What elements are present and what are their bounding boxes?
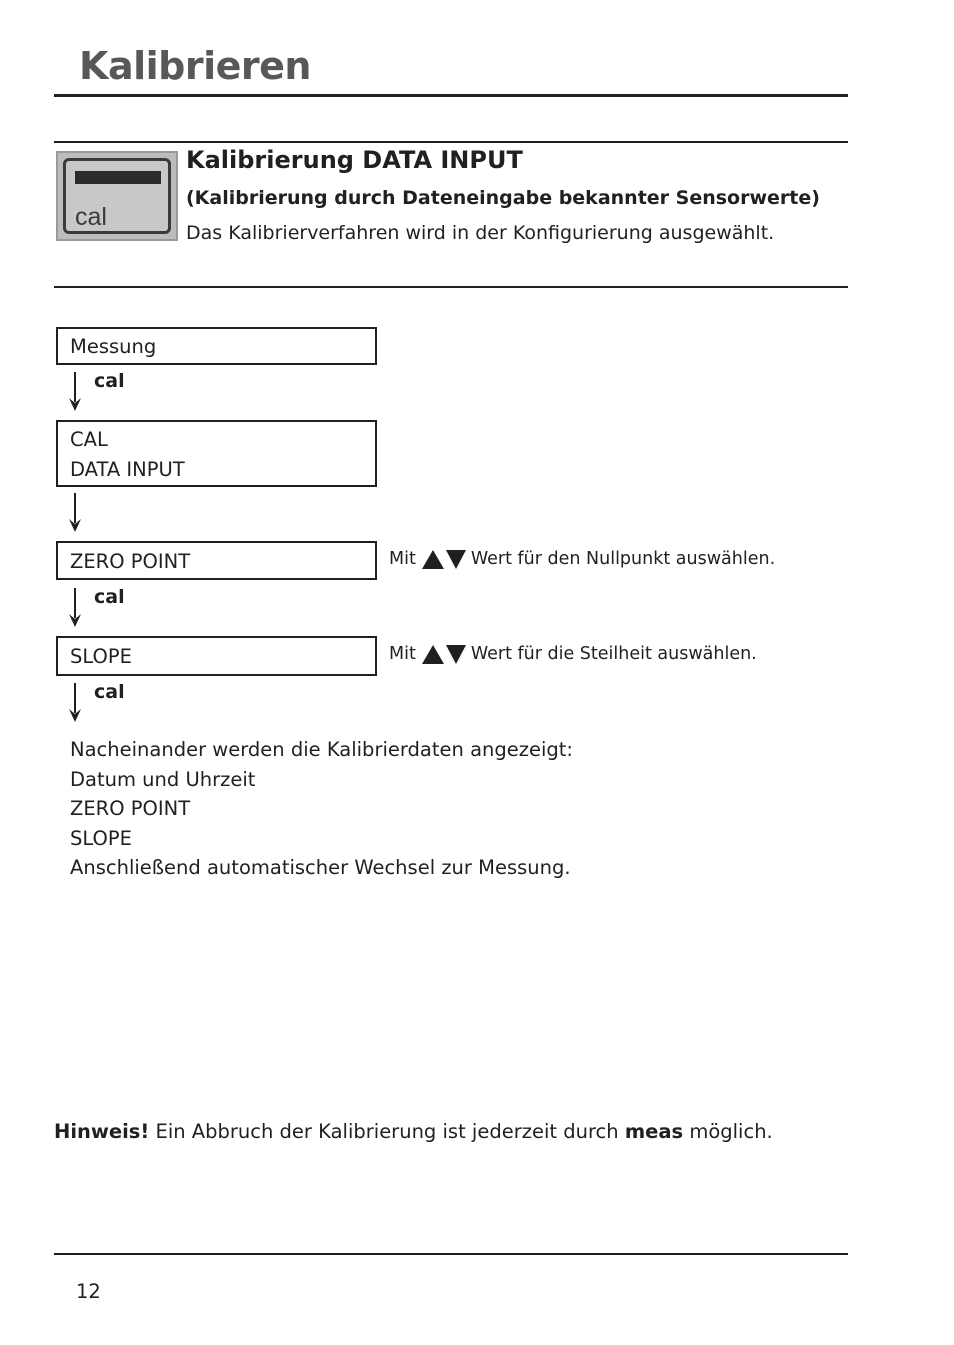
triangle-down-icon <box>446 645 466 664</box>
zero-point-box <box>56 541 377 580</box>
section-bottom-rule <box>54 286 848 288</box>
sequence-line: Nacheinander werden die Kalibrierdaten angezeigt: <box>70 738 574 761</box>
note <box>54 1120 773 1143</box>
slope-hint-prefix: Mit <box>389 644 416 664</box>
sequence-line: ZERO POINT <box>70 797 191 820</box>
zero-point-hint-prefix: Mit <box>389 549 416 569</box>
zero-point-hint-text: Wert für den Nullpunkt auswählen. <box>470 549 776 569</box>
sequence-line: Anschließend automatischer Wechsel zur Messung. <box>70 856 571 879</box>
sequence-line: Datum und Uhrzeit <box>70 767 256 791</box>
cal-box-line2: DATA INPUT <box>70 458 185 481</box>
slope-hint <box>389 644 757 664</box>
cal-key-label: cal <box>75 203 107 231</box>
cal-key-frame <box>63 158 171 234</box>
section-description: Das Kalibrierverfahren wird in der Konfigurierung ausgewählt. <box>186 222 775 244</box>
note-text-before: Ein Abbruch der Kalibrierung ist jederzeit durch <box>149 1120 625 1143</box>
arrow-down-icon <box>68 372 82 412</box>
note-keyword: meas <box>624 1120 684 1143</box>
zero-point-hint <box>389 549 775 569</box>
cal-step-label: cal <box>94 586 125 608</box>
calibration-sequence <box>70 735 573 883</box>
arrow-down-icon <box>68 588 82 628</box>
page-number: 12 <box>76 1280 101 1303</box>
cal-step-label: cal <box>94 681 125 703</box>
footer-rule <box>54 1253 848 1255</box>
title-rule <box>54 94 848 97</box>
zero-point-box-label: ZERO POINT <box>70 550 191 573</box>
section-subtitle: (Kalibrierung durch Dateneingabe bekannter Sensorwerte) <box>186 187 820 209</box>
page-title: Kalibrieren <box>79 44 311 88</box>
slope-hint-text: Wert für die Steilheit auswählen. <box>470 644 757 664</box>
measurement-box <box>56 327 377 365</box>
arrow-down-icon <box>68 493 82 533</box>
triangle-up-icon <box>422 550 444 569</box>
arrow-down-icon <box>68 683 82 723</box>
sequence-line: SLOPE <box>70 826 132 850</box>
triangle-down-icon <box>446 550 466 569</box>
note-text-after: möglich. <box>683 1120 773 1143</box>
section-top-rule <box>54 141 848 143</box>
section-title: Kalibrierung DATA INPUT <box>186 146 523 174</box>
cal-step-label: cal <box>94 370 125 392</box>
cal-box-line1: CAL <box>70 428 108 451</box>
measurement-box-label: Messung <box>70 335 157 358</box>
triangle-up-icon <box>422 645 444 664</box>
slope-box-label: SLOPE <box>70 645 132 668</box>
cal-key-image <box>56 151 178 241</box>
cal-key-display-bar <box>75 171 161 184</box>
slope-box <box>56 636 377 676</box>
note-label: Hinweis! <box>54 1120 150 1143</box>
cal-data-input-box <box>56 420 377 487</box>
